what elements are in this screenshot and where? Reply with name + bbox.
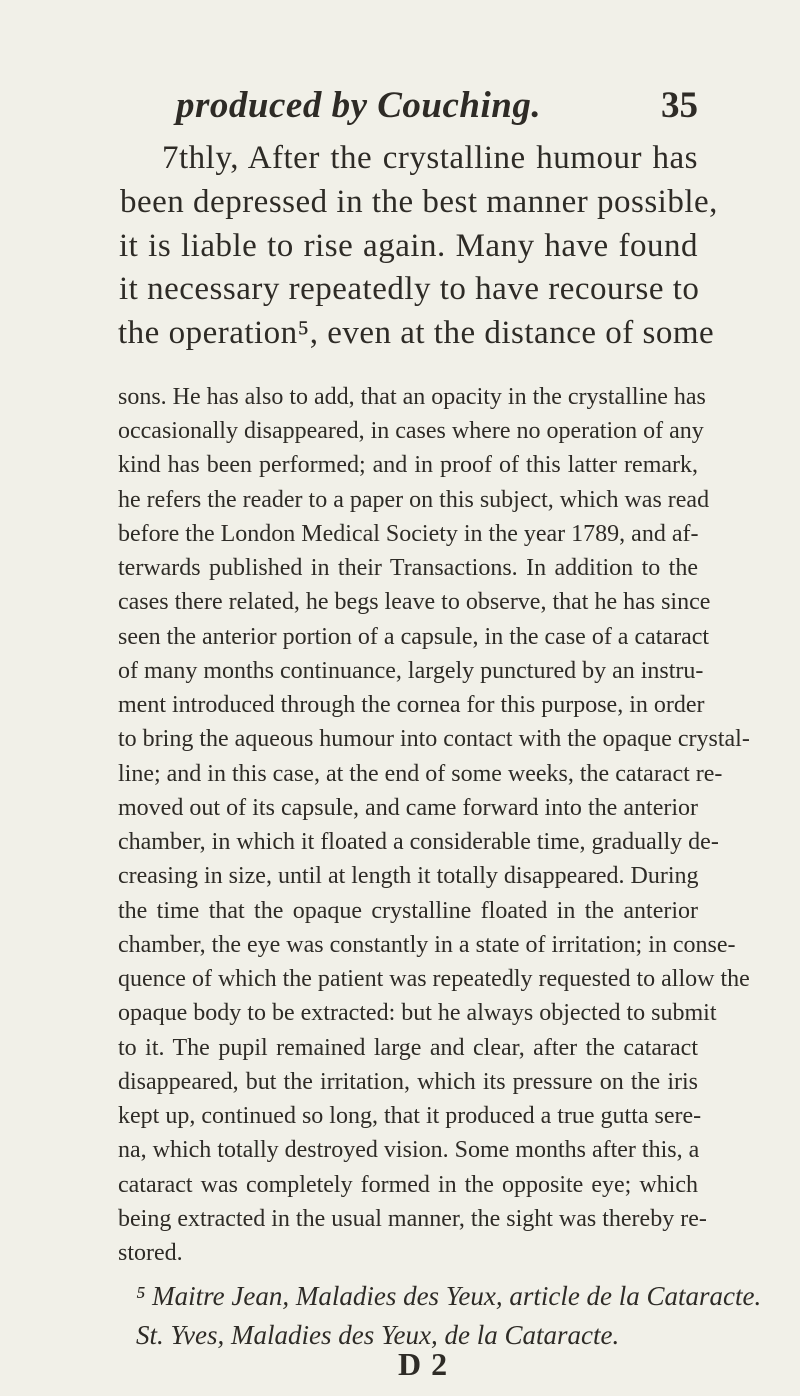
text-line: chamber, the eye was constantly in a state of irritation; in conse- — [118, 932, 736, 958]
text-line: na, which totally destroyed vision. Some months after this, a — [118, 1137, 700, 1163]
text-line: kept up, continued so long, that it produced a true gutta sere- — [118, 1103, 702, 1129]
text-line: occasionally disappeared, in cases where no operation of any — [118, 418, 704, 444]
text-line: cataract was completely formed in the opposite eye; which — [118, 1172, 698, 1198]
text-line: quence of which the patient was repeatedly requested to allow the — [118, 966, 750, 992]
text-line: it necessary repeatedly to have recourse to — [119, 271, 700, 307]
text-line: it is liable to rise again. Many have found — [119, 228, 698, 264]
running-title: produced by Couching. — [176, 85, 542, 126]
text-line: of many months continuance, largely punctured by an instru- — [118, 658, 704, 684]
text-line: cases there related, he begs leave to observe, that he has since — [118, 589, 711, 615]
text-line: terwards published in their Transactions. In addition to the — [118, 555, 698, 581]
text-line: been depressed in the best manner possible, — [120, 184, 718, 220]
page-header — [176, 84, 698, 134]
text-line: opaque body to be extracted: but he always objected to submit — [118, 1000, 717, 1026]
text-line: the operation⁵, even at the distance of some — [118, 315, 715, 351]
footnote: ⁵ Maitre Jean, Maladies des Yeux, article de la Cataracte. — [136, 1281, 762, 1311]
text-line: chamber, in which it floated a considerable time, gradually de- — [118, 829, 719, 855]
text-line: disappeared, but the irritation, which its pressure on the iris — [118, 1069, 698, 1095]
text-line: creasing in size, until at length it totally disappeared. During — [118, 863, 699, 889]
footnote: St. Yves, Maladies des Yeux, de la Cataracte. — [136, 1320, 620, 1350]
text-line: kind has been performed; and in proof of this latter remark, — [118, 452, 698, 478]
text-line: he refers the reader to a paper on this subject, which was read — [118, 487, 710, 513]
text-line: ment introduced through the cornea for this purpose, in order — [118, 692, 705, 718]
text-line: seen the anterior portion of a capsule, in the case of a cataract — [118, 624, 710, 650]
text-line: to it. The pupil remained large and clear, after the cataract — [118, 1035, 698, 1061]
text-line: 7thly, After the crystalline humour has — [162, 140, 698, 176]
text-line: to bring the aqueous humour into contact with the opaque crystal- — [118, 726, 750, 752]
text-line: sons. He has also to add, that an opacity in the crystalline has — [118, 384, 706, 410]
text-line: before the London Medical Society in the year 1789, and af- — [118, 521, 699, 547]
text-line: line; and in this case, at the end of some weeks, the cataract re- — [118, 761, 723, 787]
text-line: stored. — [118, 1240, 183, 1266]
text-line: being extracted in the usual manner, the sight was thereby re- — [118, 1206, 707, 1232]
page-number: 35 — [661, 85, 698, 126]
text-line: the time that the opaque crystalline floated in the anterior — [118, 898, 698, 924]
signature-mark: D 2 — [398, 1346, 449, 1382]
text-line: moved out of its capsule, and came forward into the anterior — [118, 795, 698, 821]
